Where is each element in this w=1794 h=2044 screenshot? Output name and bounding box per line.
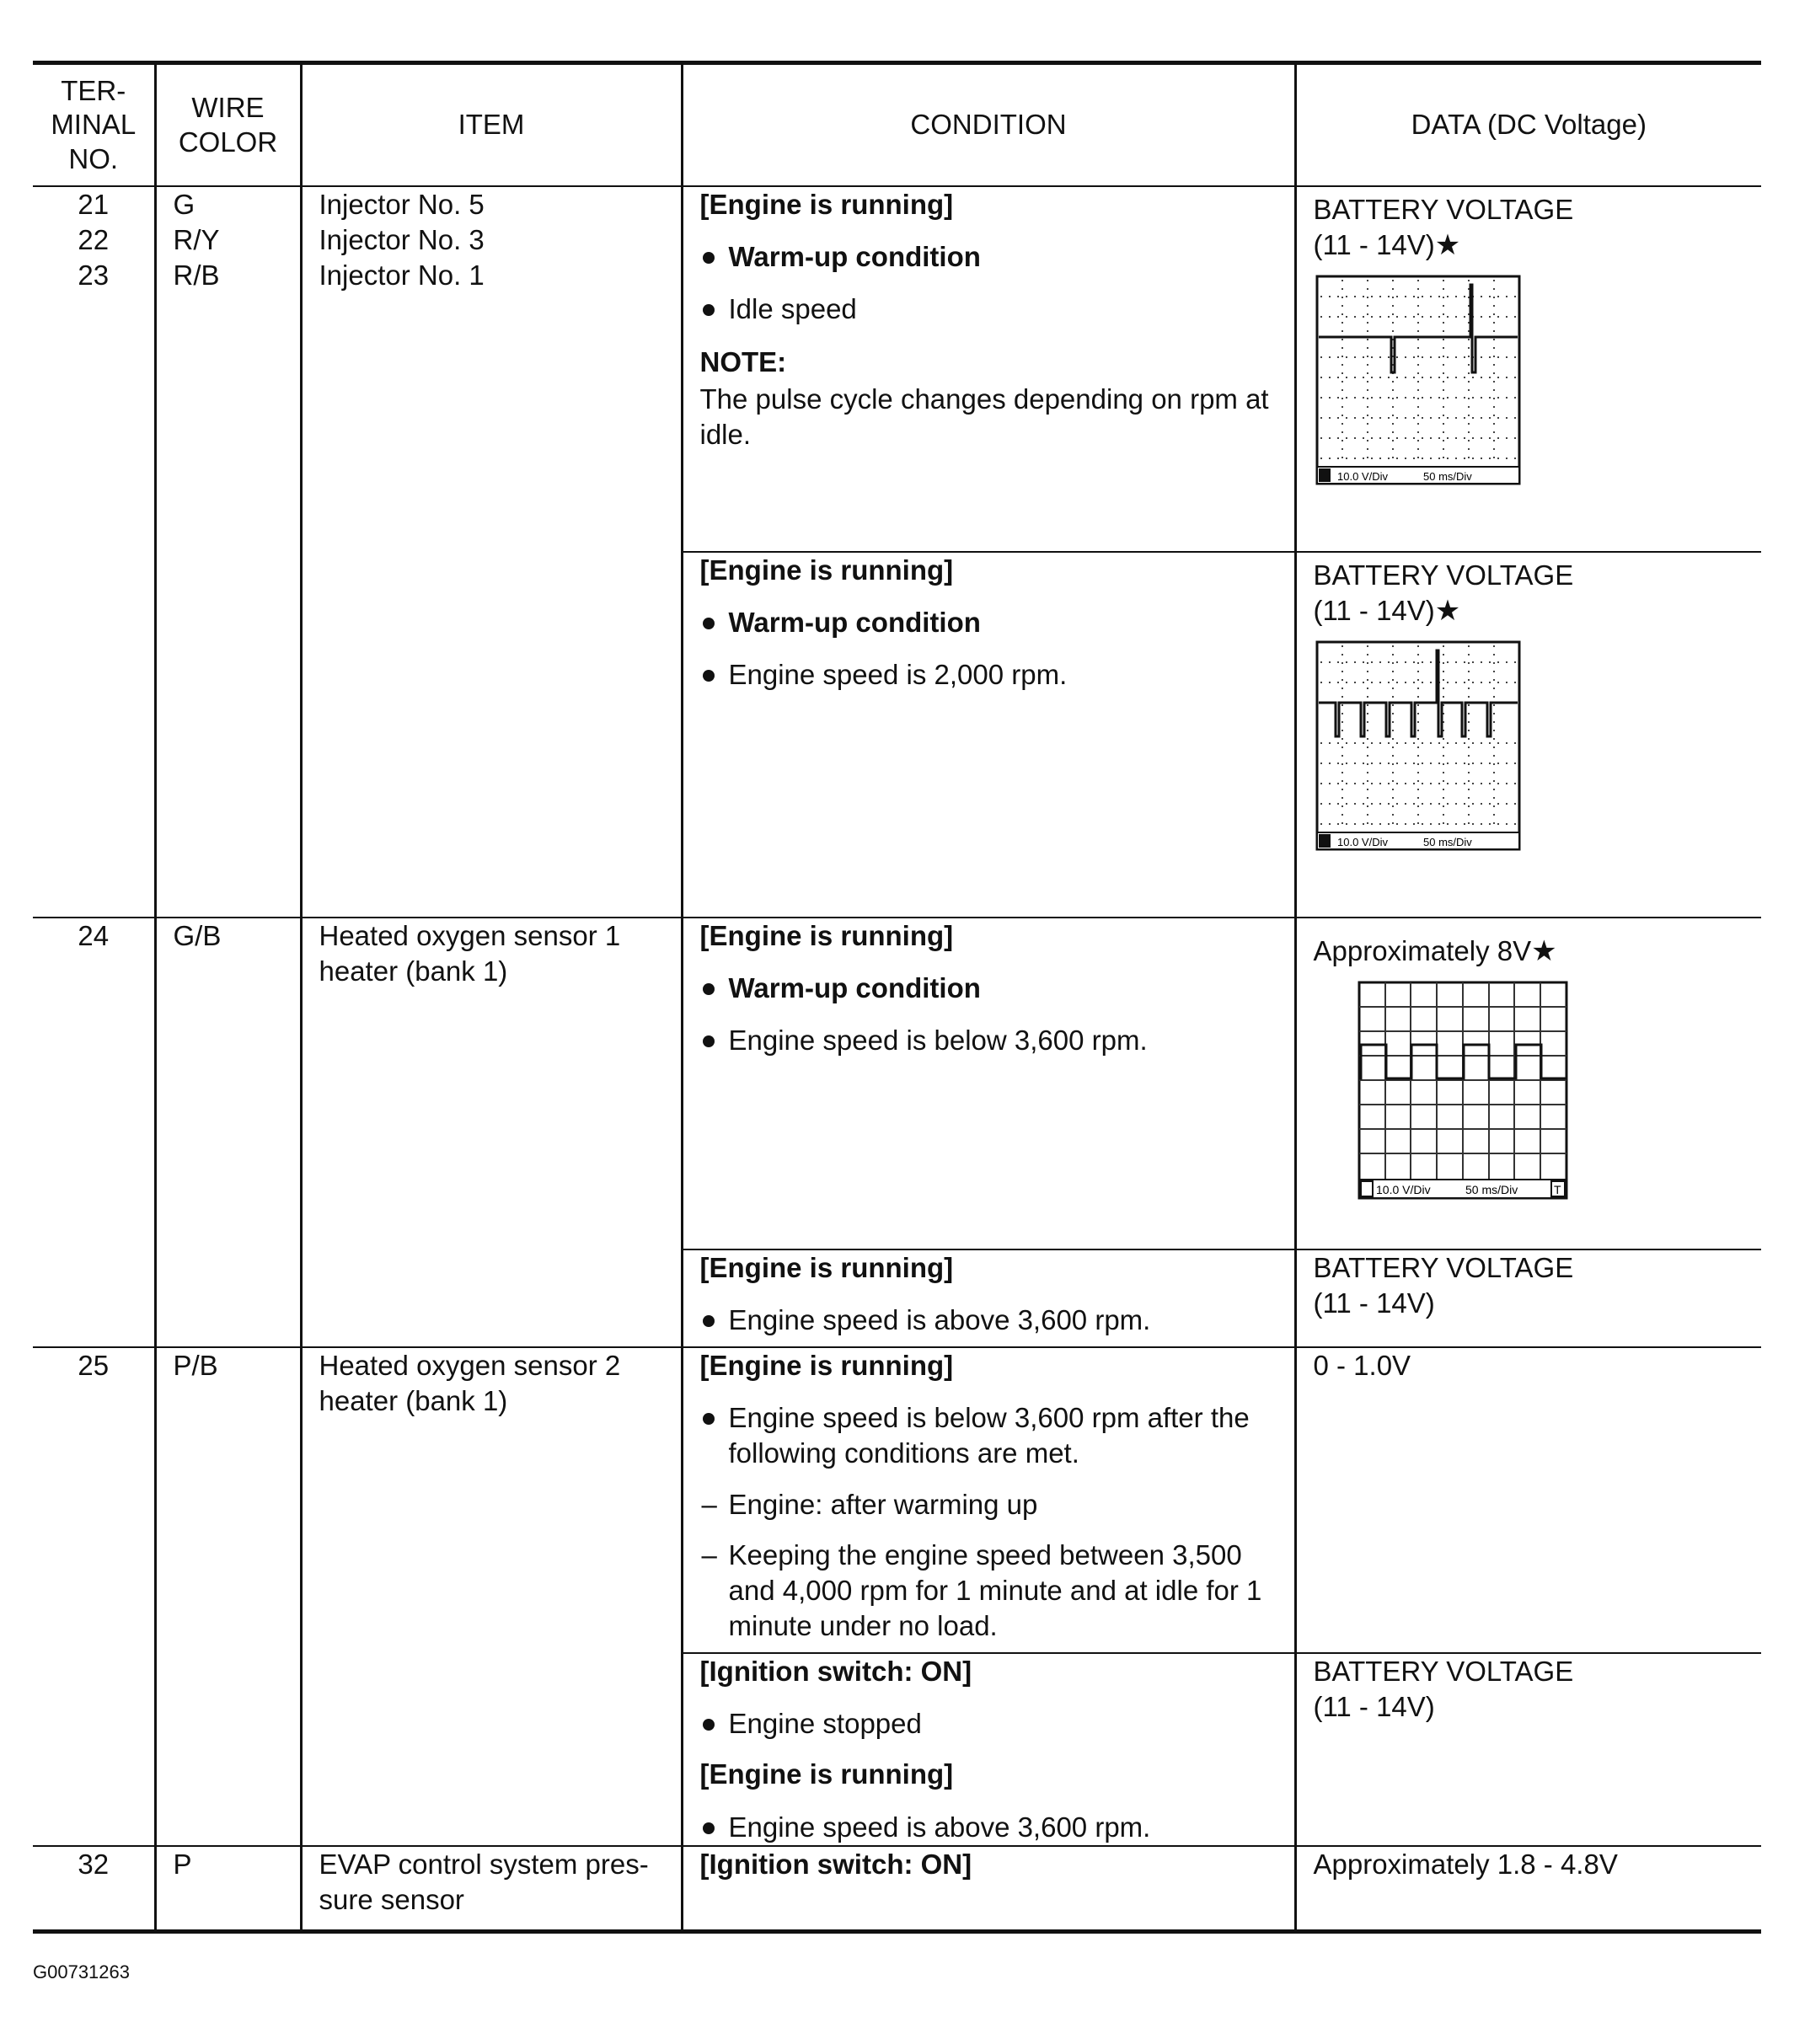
data-cell (1295, 186, 1761, 552)
data-value-line2: (11 - 14V) (1313, 1287, 1435, 1319)
terminal-data-table (33, 61, 1761, 1934)
item-heated-oxygen-sensor-2-heater: Heated oxygen sensor 2 heater (bank 1) (301, 1347, 682, 1846)
data-cell (1295, 1653, 1761, 1846)
condition-bullet: Idle speed (700, 292, 1277, 327)
condition-bullet: Engine speed is 2,000 rpm. (700, 657, 1277, 693)
table-row (33, 1846, 1761, 1932)
condition-bullet: Warm-up condition (700, 971, 1277, 1006)
header-terminal-line1: TER- (61, 75, 126, 107)
condition-bullet: Engine stopped (700, 1706, 1277, 1742)
scope-time-label: 50 ms/Div (1422, 469, 1472, 483)
item-injector-5: Injector No. 5 (319, 189, 485, 220)
scope-trigger-label: T (1553, 1182, 1561, 1196)
data-cell (1295, 918, 1761, 1249)
table-row (33, 918, 1761, 1249)
data-value-line1: BATTERY VOLTAGE (1313, 1656, 1574, 1687)
data-range: (11 - 14V) (1313, 229, 1435, 261)
header-item: ITEM (301, 63, 682, 187)
condition-bullet: Warm-up condition (700, 605, 1277, 640)
oscilloscope-waveform-icon (1314, 273, 1524, 492)
note-label: NOTE: (699, 345, 787, 377)
condition-sub-item: – Engine: after warming up (700, 1487, 1277, 1522)
data-cell (1295, 1347, 1761, 1653)
figure-code: G00731263 (33, 1961, 130, 1982)
condition-heading: [Ignition switch: ON] (699, 1656, 972, 1687)
data-cell (1295, 552, 1761, 918)
header-terminal-line3: NO. (68, 142, 119, 174)
table-row (33, 186, 1761, 552)
condition-heading: [Engine is running] (699, 189, 954, 220)
data-value-line1: 0 - 1.0V (1313, 1350, 1411, 1381)
condition-cell (682, 552, 1295, 918)
star-icon: ★ (1434, 595, 1461, 628)
data-cell (1295, 1846, 1761, 1932)
data-value-line1 (1314, 934, 1745, 971)
star-icon: ★ (1434, 229, 1461, 262)
condition-bullet: Engine speed is above 3,600 rpm. (700, 1810, 1277, 1845)
condition-bullet: Engine speed is above 3,600 rpm. (700, 1303, 1277, 1338)
wire-color-ry: R/Y (173, 224, 220, 256)
condition-sub-item: – Keeping the engine speed between 3,500 and 4,000 rpm for 1 minute and at idle for 1 minute under no load. (700, 1538, 1277, 1645)
data-cell (1295, 1249, 1761, 1347)
scope-time-label: 50 ms/Div (1422, 835, 1472, 848)
data-range: (11 - 14V) (1313, 595, 1435, 627)
item-evap-pressure-sensor: EVAP control system pres-sure sensor (301, 1846, 682, 1932)
data-value-line2 (1314, 593, 1745, 630)
data-value-line1: BATTERY VOLTAGE (1313, 559, 1574, 591)
condition-cell (682, 1846, 1295, 1932)
wire-color-g: G (173, 189, 195, 220)
terminal-21: 21 (78, 189, 110, 220)
wire-color-rb: R/B (173, 260, 220, 292)
data-value-line1: Approximately 1.8 - 4.8V (1313, 1848, 1618, 1880)
terminal-32: 32 (33, 1846, 155, 1932)
wire-color-gb: G/B (155, 918, 301, 1347)
data-value-line1: BATTERY VOLTAGE (1313, 1252, 1574, 1283)
condition-heading: [Ignition switch: ON] (699, 1848, 972, 1880)
condition-cell (682, 1249, 1295, 1347)
terminal-24: 24 (33, 918, 155, 1347)
condition-bullet: Warm-up condition (700, 239, 1277, 275)
header-row (33, 63, 1761, 187)
star-icon: ★ (1531, 935, 1557, 967)
condition-cell (682, 1347, 1295, 1653)
condition-heading: [Engine is running] (699, 554, 954, 586)
wire-cell-21-23 (155, 186, 301, 918)
header-terminal-line2: MINAL (51, 109, 137, 141)
header-wire-line2: COLOR (178, 126, 278, 158)
scope-time-label: 50 ms/Div (1465, 1182, 1518, 1196)
data-value-line1: BATTERY VOLTAGE (1313, 194, 1574, 225)
oscilloscope-waveform-icon (1356, 979, 1575, 1207)
condition-cell (682, 186, 1295, 552)
condition-heading: [Engine is running] (699, 1758, 954, 1790)
header-wire-line1: WIRE (191, 92, 265, 124)
item-cell-injectors (301, 186, 682, 918)
oscilloscope-waveform-icon (1314, 639, 1524, 858)
scope-volt-label: 10.0 V/Div (1336, 469, 1388, 483)
terminal-23: 23 (78, 260, 110, 292)
terminal-cell-21-23 (33, 186, 155, 918)
condition-bullet: Engine speed is below 3,600 rpm. (700, 1023, 1277, 1058)
scope-volt-label: 10.0 V/Div (1375, 1182, 1431, 1196)
data-value-line2 (1314, 227, 1745, 265)
wire-color-p: P (155, 1846, 301, 1932)
condition-cell (682, 918, 1295, 1249)
terminal-22: 22 (78, 224, 110, 256)
table-row (33, 1347, 1761, 1653)
item-injector-1: Injector No. 1 (319, 260, 485, 292)
condition-heading: [Engine is running] (699, 1252, 954, 1283)
terminal-table-sheet (33, 61, 1761, 1934)
scope-volt-label: 10.0 V/Div (1336, 835, 1388, 848)
note-text: The pulse cycle changes depending on rpm at idle. (699, 383, 1269, 451)
item-heated-oxygen-sensor-1-heater: Heated oxygen sensor 1 heater (bank 1) (301, 918, 682, 1347)
condition-bullet: Engine speed is below 3,600 rpm after the following conditions are met. (700, 1400, 1277, 1471)
header-terminal-no (33, 63, 155, 187)
header-data: DATA (DC Voltage) (1295, 63, 1761, 187)
condition-cell (682, 1653, 1295, 1846)
data-value: Approximately 8V (1313, 935, 1532, 966)
item-injector-3: Injector No. 3 (319, 224, 485, 256)
condition-heading: [Engine is running] (699, 1350, 954, 1381)
wire-color-pb: P/B (155, 1347, 301, 1846)
header-wire-color (155, 63, 301, 187)
condition-heading: [Engine is running] (699, 920, 954, 951)
data-value-line2: (11 - 14V) (1313, 1691, 1435, 1723)
header-condition: CONDITION (682, 63, 1295, 187)
terminal-25: 25 (33, 1347, 155, 1846)
